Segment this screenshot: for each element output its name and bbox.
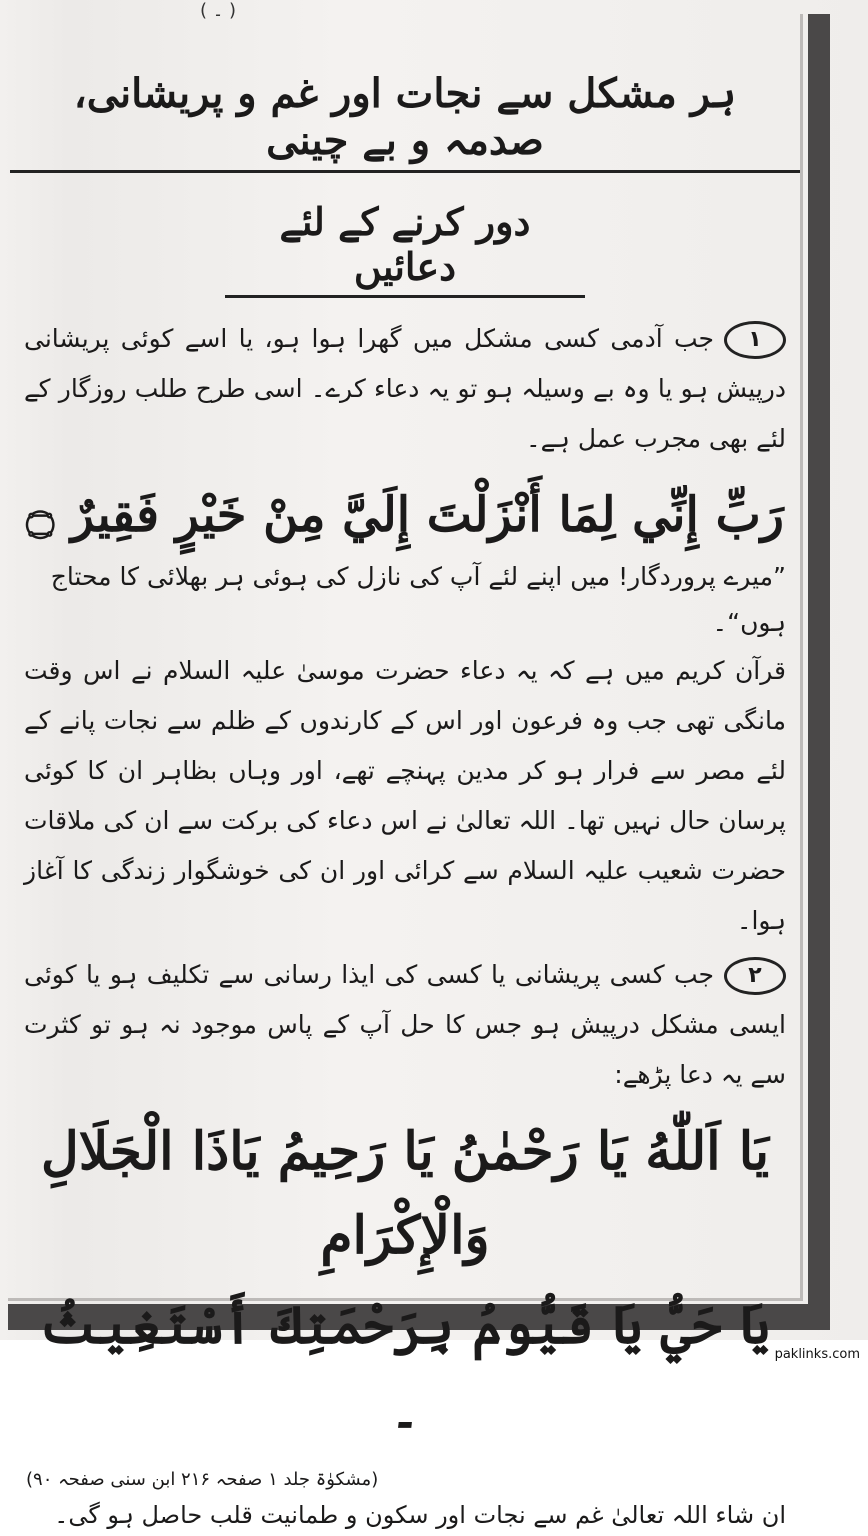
page-content: [10, 40, 800, 1536]
section-2-number: ۲: [724, 957, 786, 995]
section-2-dua-line-2: يَا حَيُّ يَا قَيُّومُ بِرَحْمَتِكَ أَسْتَغِيثُ ۔: [39, 1295, 771, 1440]
reference-citation: (مشکوٰۃ جلد ۱ صفحہ ۲۱۶ ابن سنی صفحہ ۹۰): [26, 1469, 379, 1490]
section-1-number: ۱: [724, 321, 786, 359]
page-subheading: دور کرنے کے لئے دعائیں: [225, 199, 585, 298]
section-1-dua: رَبِّ إِنِّي لِمَا أَنْزَلْتَ إِلَيَّ مِنْ خَيْرٍ فَقِيرٌ ۝: [26, 487, 784, 543]
section-2-dua-line-1: يَا اَللّٰهُ يَا رَحْمٰنُ يَا رَحِيمُ يَاذَا الْجَلَالِ وَالْإِكْرَامِ: [40, 1121, 770, 1266]
section-2-body: جب کسی پریشانی یا کسی کی ایذا رسانی سے تکلیف ہو یا کوئی ایسی مشکل درپیش ہو جس کا حل آپ کے پاس موجود نہ ہو تو کثرت سے یہ دعا پڑھے:: [24, 960, 786, 1089]
section-1-body: جب آدمی کسی مشکل میں گھرا ہوا ہو، یا اسے کوئی پریشانی درپیش ہو یا وہ بے وسیلہ ہو تو یہ دعاء کرے۔ اسی طرح طلب روزگار کے لئے بھی مجرب عمل ہے۔: [24, 324, 786, 453]
watermark: paklinks.com: [774, 1347, 860, 1362]
section-2-text: [24, 950, 786, 1100]
section-1-explanation: قرآن کریم میں ہے کہ یہ دعاء حضرت موسیٰ علیہ السلام نے اس وقت مانگی تھی جب وہ فرعون اور اس کے کارندوں کے ظلم سے نجات پانے کے لئے مصر سے فرار ہو کر مدین پہنچے تھے، اور وہاں بظاہر ان کا کوئی پرسان حال نہیں تھا۔ اللہ تعالیٰ نے اس دعاء کی برکت سے ان کی ملاقات حضرت شعیب علیہ السلام سے کرائی اور ان کی خوشگوار زندگی کا آغاز ہوا۔: [24, 656, 786, 935]
closing-text: ان شاء اللہ تعالیٰ غم سے نجات اور سکون و طمانیت قلب حاصل ہو گی۔: [54, 1501, 786, 1529]
section-1-translation: ”میرے پروردگار! میں اپنے لئے آپ کی نازل کی ہوئی ہر بھلائی کا محتاج ہوں“۔: [50, 562, 786, 637]
page-heading: ہر مشکل سے نجات اور غم و پریشانی، صدمہ و بے چینی: [10, 40, 800, 173]
top-marks: ( ۔ ): [200, 0, 237, 21]
section-1-text: [24, 314, 786, 464]
